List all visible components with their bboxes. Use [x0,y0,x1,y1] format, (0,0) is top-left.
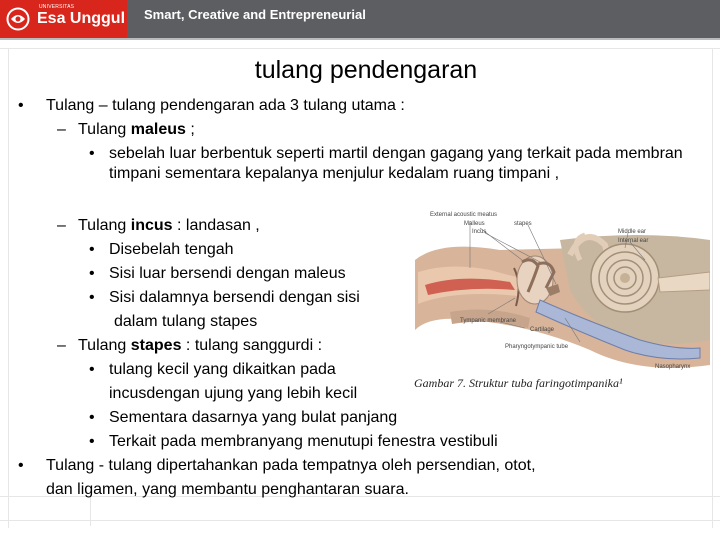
cochlea-shape [591,244,659,312]
label-cartilage: Cartilage [530,327,555,333]
frame-line-footer [0,520,720,521]
stapes-point-1: tulang kecil yang dikaitkan pada [109,361,336,378]
bullet-joints-cont: dan ligamen, yang membantu penghantaran suara. [46,481,409,498]
label-external-meatus: External acoustic meatus [430,212,498,218]
sub-item-incus [78,216,260,236]
globe-logo-icon [6,7,30,31]
header-bar [0,0,720,38]
label-middle-ear: Middle ear [618,229,647,235]
bullet-marker: • [18,97,24,114]
figure-caption: Gambar 7. Struktur tuba faringotimpanika¹ [414,376,623,390]
bullet-marker: • [89,289,95,306]
sub-item-maleus [78,120,195,140]
header-divider [0,38,720,40]
dash-marker: – [57,217,66,234]
dash-marker: – [57,121,66,138]
bullet-three-bones: Tulang – tulang pendengaran ada 3 tulang utama : [46,97,405,114]
university-logo [0,0,127,38]
label-tympanic-membrane: Tympanic membrane [460,318,517,324]
stapes-point-1-cont: incusdengan ujung yang lebih kecil [109,385,358,402]
label-incus: Incus [472,229,487,235]
label-stapes: stapes [514,221,532,227]
bone-name-incus: incus [130,217,173,234]
maleus-description: sebelah luar berbentuk seperti martil dengan gagang yang terkait pada membran timpani sementara kepalanya menjulur kedalam ruang timpani , [109,145,683,182]
logo-name: Esa Unggul [37,10,126,27]
incus-point-2: Sisi luar bersendi dengan maleus [109,265,346,282]
dash-marker: – [57,337,66,354]
label-internal-ear: Internal ear [618,238,649,244]
label-prefix: Tulang [78,337,131,354]
label-pharyngotympanic-tube: Pharyngotympanic tube [505,344,569,350]
incus-point-3: Sisi dalamnya bersendi dengan sisi [109,289,360,306]
bullet-marker: • [18,457,24,474]
label-prefix: Tulang [78,121,131,138]
bone-name-stapes: stapes [130,337,182,354]
stapes-point-2: Sementara dasarnya yang bulat panjang [109,409,398,426]
bullet-marker: • [89,433,95,450]
frame-line-right [712,48,713,528]
bullet-marker: • [89,145,95,162]
incus-point-3-cont: dalam tulang stapes [114,313,258,330]
slide-title: tulang pendengaran [254,56,478,84]
label-suffix: : tulang sanggurdi : [181,337,323,354]
logo-subtitle: UNIVERSITAS [39,4,75,10]
stapes-point-3: Terkait pada membranyang menutupi fenestra vestibuli [109,433,498,450]
bullet-joints: Tulang - tulang dipertahankan pada tempatnya oleh persendian, otot, [46,457,536,474]
frame-line-top [0,48,720,49]
frame-line-left [8,48,9,528]
label-nasopharynx: Nasopharynx [655,364,691,370]
ear-anatomy-figure [410,200,710,400]
bullet-marker: • [89,241,95,258]
bone-name-maleus: maleus [130,121,186,138]
incus-point-1: Disebelah tengah [109,241,234,258]
label-prefix: Tulang [78,217,131,234]
bullet-marker: • [89,265,95,282]
bullet-marker: • [89,409,95,426]
frame-line-footer-divider [90,496,91,526]
sub-item-stapes [78,336,322,356]
label-suffix: ; [185,121,195,138]
tagline: Smart, Creative and Entrepreneurial [144,7,366,22]
label-malleus: Malleus [464,221,485,227]
bullet-marker: • [89,361,95,378]
label-suffix: : landasan , [172,217,260,234]
